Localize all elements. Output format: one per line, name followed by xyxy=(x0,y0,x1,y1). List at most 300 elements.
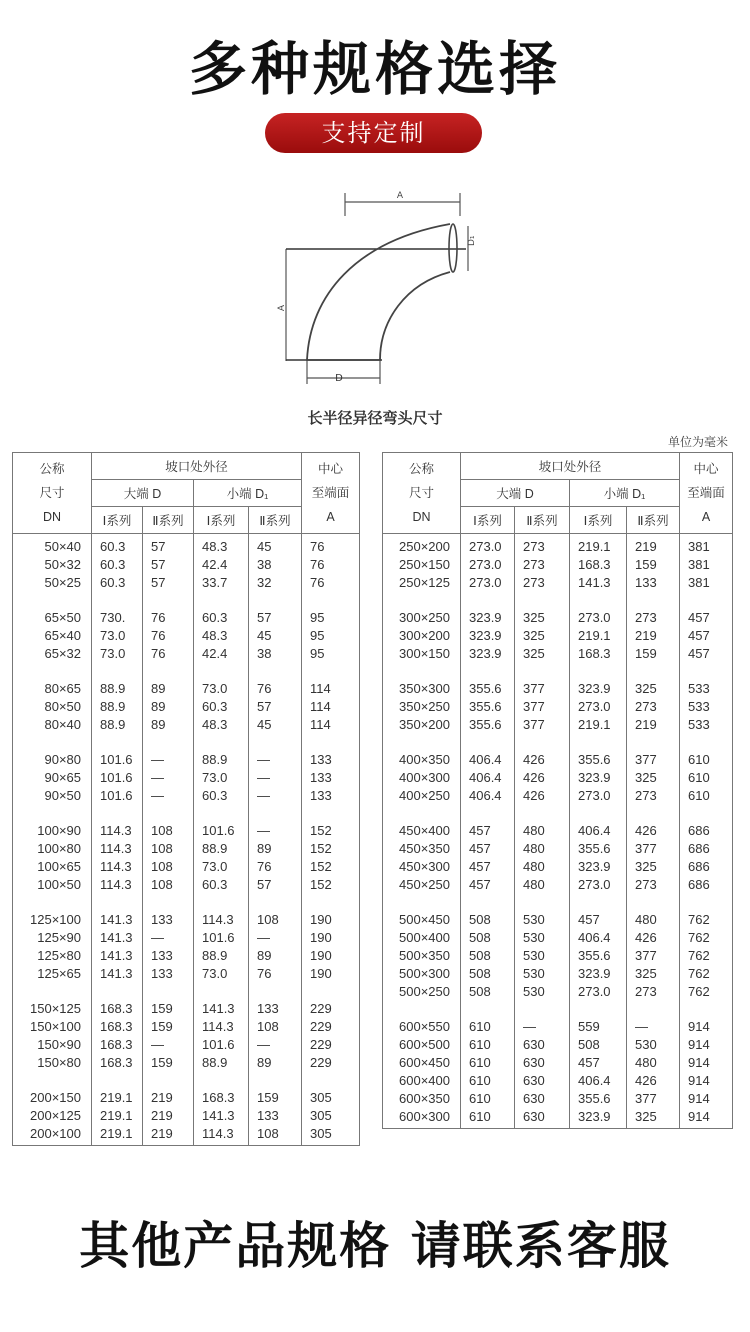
center-to-end: 305 xyxy=(302,1107,360,1125)
table-row xyxy=(383,627,733,645)
spacer-cell xyxy=(194,983,249,1000)
big-end-series-1: 88.9 xyxy=(92,680,143,698)
spacer-cell xyxy=(92,1072,143,1089)
center-to-end: 533 xyxy=(680,698,733,716)
small-end-series-2: 108 xyxy=(249,911,302,929)
small-end-series-1: 73.0 xyxy=(194,680,249,698)
group-spacer xyxy=(13,663,360,680)
header-center-line2: 至端面 xyxy=(311,486,350,500)
center-to-end: 190 xyxy=(302,929,360,947)
spacer-cell xyxy=(627,1001,680,1018)
big-end-series-2: 480 xyxy=(515,858,570,876)
spacer-cell xyxy=(302,663,360,680)
header-big-end: 大端 D xyxy=(92,480,194,507)
group-spacer xyxy=(383,805,733,822)
center-to-end: 762 xyxy=(680,983,733,1001)
table-row xyxy=(13,911,360,929)
small-end-series-2: 273 xyxy=(627,787,680,805)
dn-cell: 450×300 xyxy=(383,858,461,876)
big-end-series-2: — xyxy=(143,769,194,787)
dn-cell: 90×50 xyxy=(13,787,92,805)
group-spacer xyxy=(383,1001,733,1018)
small-end-series-2: 377 xyxy=(627,840,680,858)
small-end-series-1: 273.0 xyxy=(570,983,627,1001)
header-group: 坡口处外径 xyxy=(461,453,680,480)
small-end-series-2: 133 xyxy=(249,1107,302,1125)
big-end-series-1: 88.9 xyxy=(92,716,143,734)
spacer-cell xyxy=(461,1001,515,1018)
big-end-series-1: 60.3 xyxy=(92,556,143,574)
dn-cell: 400×250 xyxy=(383,787,461,805)
table-row xyxy=(383,929,733,947)
big-end-series-2: 108 xyxy=(143,822,194,840)
big-end-series-2: 480 xyxy=(515,840,570,858)
center-to-end: 133 xyxy=(302,751,360,769)
dn-cell: 100×65 xyxy=(13,858,92,876)
spacer-cell xyxy=(515,734,570,751)
spacer-cell xyxy=(13,1072,92,1089)
dn-cell: 150×80 xyxy=(13,1054,92,1072)
big-end-series-1: 457 xyxy=(461,858,515,876)
big-end-series-1: 406.4 xyxy=(461,751,515,769)
elbow-diagram xyxy=(277,186,480,386)
dn-cell: 100×50 xyxy=(13,876,92,894)
group-spacer xyxy=(13,734,360,751)
big-end-series-1: 101.6 xyxy=(92,751,143,769)
big-end-series-1: 273.0 xyxy=(461,534,515,557)
small-end-series-1: 273.0 xyxy=(570,698,627,716)
table-row xyxy=(383,858,733,876)
small-end-series-2: — xyxy=(249,769,302,787)
big-end-series-2: 630 xyxy=(515,1036,570,1054)
spacer-cell xyxy=(627,663,680,680)
table-row xyxy=(13,627,360,645)
table-row xyxy=(13,716,360,734)
group-spacer xyxy=(383,894,733,911)
spacer-cell xyxy=(515,805,570,822)
big-end-series-2: 57 xyxy=(143,556,194,574)
header-center-line2: 至端面 xyxy=(687,486,725,500)
table-row xyxy=(13,840,360,858)
table-row xyxy=(383,698,733,716)
table-row xyxy=(13,1000,360,1018)
center-to-end: 76 xyxy=(302,574,360,592)
small-end-series-2: 76 xyxy=(249,680,302,698)
small-end-series-2: 377 xyxy=(627,947,680,965)
small-end-series-2: 45 xyxy=(249,534,302,557)
dn-cell: 125×80 xyxy=(13,947,92,965)
big-end-series-1: 457 xyxy=(461,822,515,840)
table-row xyxy=(13,965,360,983)
diagram-caption: 长半径异径弯头尺寸 xyxy=(307,409,443,427)
spacer-cell xyxy=(383,894,461,911)
big-end-series-1: 323.9 xyxy=(461,645,515,663)
small-end-series-1: 457 xyxy=(570,1054,627,1072)
small-end-series-1: 60.3 xyxy=(194,787,249,805)
small-end-series-1: 114.3 xyxy=(194,911,249,929)
big-end-series-2: 89 xyxy=(143,680,194,698)
spacer-cell xyxy=(302,983,360,1000)
small-end-series-2: 76 xyxy=(249,965,302,983)
table-row xyxy=(383,1108,733,1129)
dn-cell: 450×350 xyxy=(383,840,461,858)
small-end-series-1: 48.3 xyxy=(194,534,249,557)
center-to-end: 76 xyxy=(302,556,360,574)
big-end-series-2: — xyxy=(143,751,194,769)
big-end-series-2: 133 xyxy=(143,965,194,983)
center-to-end: 762 xyxy=(680,929,733,947)
spacer-cell xyxy=(249,1072,302,1089)
big-end-series-2: 76 xyxy=(143,609,194,627)
center-to-end: 686 xyxy=(680,822,733,840)
small-end-series-2: 426 xyxy=(627,822,680,840)
spacer-cell xyxy=(383,805,461,822)
table-row xyxy=(383,965,733,983)
table-row xyxy=(383,574,733,592)
header-center-line1: 中心 xyxy=(693,462,719,476)
big-end-series-2: 108 xyxy=(143,858,194,876)
big-end-series-2: — xyxy=(143,787,194,805)
table-row xyxy=(13,698,360,716)
big-end-series-2: 76 xyxy=(143,627,194,645)
spacer-cell xyxy=(13,592,92,609)
big-end-series-2: 480 xyxy=(515,876,570,894)
big-end-series-1: 168.3 xyxy=(92,1054,143,1072)
big-end-series-1: 406.4 xyxy=(461,787,515,805)
center-to-end: 686 xyxy=(680,876,733,894)
spacer-cell xyxy=(461,663,515,680)
unit-note: 单位为毫米 xyxy=(667,435,728,449)
big-end-series-1: 141.3 xyxy=(92,947,143,965)
spec-rows-left xyxy=(13,534,360,1146)
spacer-cell xyxy=(627,592,680,609)
header-series-1: Ⅰ系列 xyxy=(194,507,249,534)
big-end-series-1: 101.6 xyxy=(92,769,143,787)
big-end-series-2: 426 xyxy=(515,751,570,769)
spacer-cell xyxy=(461,592,515,609)
small-end-series-1: 42.4 xyxy=(194,645,249,663)
customization-badge: 支持定制 xyxy=(265,113,482,153)
group-spacer xyxy=(13,894,360,911)
spacer-cell xyxy=(461,734,515,751)
dn-cell: 400×350 xyxy=(383,751,461,769)
spacer-cell xyxy=(249,734,302,751)
big-end-series-1: 60.3 xyxy=(92,534,143,557)
header-center-line3: A xyxy=(701,510,711,524)
group-spacer xyxy=(13,1072,360,1089)
big-end-series-2: 108 xyxy=(143,876,194,894)
big-end-series-1: 219.1 xyxy=(92,1125,143,1146)
center-to-end: 914 xyxy=(680,1108,733,1129)
small-end-series-1: 355.6 xyxy=(570,1090,627,1108)
small-end-series-1: 219.1 xyxy=(570,716,627,734)
table-row xyxy=(13,1125,360,1146)
small-end-series-1: 101.6 xyxy=(194,1036,249,1054)
big-end-series-2: 630 xyxy=(515,1108,570,1129)
center-to-end: 133 xyxy=(302,769,360,787)
diagram-label-a-top: A xyxy=(396,191,404,201)
big-end-series-1: 610 xyxy=(461,1018,515,1036)
center-to-end: 610 xyxy=(680,787,733,805)
center-to-end: 229 xyxy=(302,1000,360,1018)
small-end-series-1: 323.9 xyxy=(570,965,627,983)
big-end-series-1: 508 xyxy=(461,983,515,1001)
spacer-cell xyxy=(570,592,627,609)
small-end-series-2: 57 xyxy=(249,609,302,627)
spacer-cell xyxy=(383,1001,461,1018)
table-row xyxy=(383,1018,733,1036)
small-end-series-1: 88.9 xyxy=(194,751,249,769)
table-row xyxy=(13,769,360,787)
small-end-series-1: 273.0 xyxy=(570,876,627,894)
small-end-series-1: 48.3 xyxy=(194,716,249,734)
spacer-cell xyxy=(143,663,194,680)
header-series-2: Ⅱ系列 xyxy=(627,507,680,534)
header-dn-line2: 尺寸 xyxy=(39,486,65,500)
dn-cell: 200×100 xyxy=(13,1125,92,1146)
big-end-series-1: 355.6 xyxy=(461,716,515,734)
small-end-series-1: 323.9 xyxy=(570,858,627,876)
center-to-end: 381 xyxy=(680,534,733,557)
table-row xyxy=(383,1036,733,1054)
table-row xyxy=(383,556,733,574)
dn-cell: 100×80 xyxy=(13,840,92,858)
small-end-series-1: 559 xyxy=(570,1018,627,1036)
table-row xyxy=(13,680,360,698)
small-end-series-1: 73.0 xyxy=(194,769,249,787)
spacer-cell xyxy=(302,734,360,751)
center-to-end: 133 xyxy=(302,787,360,805)
dn-cell: 65×40 xyxy=(13,627,92,645)
spacer-cell xyxy=(627,734,680,751)
small-end-series-2: — xyxy=(249,751,302,769)
big-end-series-1: 168.3 xyxy=(92,1000,143,1018)
footer-contact-note: 其他产品规格 请联系客服 xyxy=(79,1217,671,1275)
dn-cell: 90×65 xyxy=(13,769,92,787)
spacer-cell xyxy=(92,592,143,609)
dn-cell: 350×250 xyxy=(383,698,461,716)
small-end-series-2: 108 xyxy=(249,1125,302,1146)
small-end-series-2: 273 xyxy=(627,983,680,1001)
spacer-cell xyxy=(461,805,515,822)
header-series-1: Ⅰ系列 xyxy=(570,507,627,534)
spacer-cell xyxy=(680,734,733,751)
table-row xyxy=(383,751,733,769)
small-end-series-2: 38 xyxy=(249,645,302,663)
header-series-1: Ⅰ系列 xyxy=(92,507,143,534)
small-end-series-2: 219 xyxy=(627,627,680,645)
center-to-end: 95 xyxy=(302,627,360,645)
small-end-series-2: 273 xyxy=(627,876,680,894)
small-end-series-2: 45 xyxy=(249,627,302,645)
spacer-cell xyxy=(13,734,92,751)
table-row xyxy=(383,609,733,627)
small-end-series-1: 101.6 xyxy=(194,929,249,947)
small-end-series-1: 273.0 xyxy=(570,787,627,805)
small-end-series-2: 325 xyxy=(627,680,680,698)
small-end-series-2: 159 xyxy=(627,556,680,574)
small-end-series-2: 530 xyxy=(627,1036,680,1054)
spacer-cell xyxy=(570,734,627,751)
dn-cell: 500×350 xyxy=(383,947,461,965)
small-end-series-1: 88.9 xyxy=(194,947,249,965)
small-end-series-2: — xyxy=(249,929,302,947)
center-to-end: 114 xyxy=(302,698,360,716)
big-end-series-2: 377 xyxy=(515,716,570,734)
big-end-series-1: 610 xyxy=(461,1090,515,1108)
big-end-series-2: 377 xyxy=(515,698,570,716)
small-end-series-1: 323.9 xyxy=(570,769,627,787)
dn-cell: 150×100 xyxy=(13,1018,92,1036)
big-end-series-2: 630 xyxy=(515,1090,570,1108)
small-end-series-2: — xyxy=(249,787,302,805)
dn-cell: 200×125 xyxy=(13,1107,92,1125)
big-end-series-1: 114.3 xyxy=(92,840,143,858)
small-end-series-1: 141.3 xyxy=(194,1000,249,1018)
big-end-series-2: 325 xyxy=(515,627,570,645)
dn-cell: 80×65 xyxy=(13,680,92,698)
center-to-end: 762 xyxy=(680,911,733,929)
dn-cell: 50×32 xyxy=(13,556,92,574)
small-end-series-2: 325 xyxy=(627,1108,680,1129)
big-end-series-2: 133 xyxy=(143,947,194,965)
spacer-cell xyxy=(383,592,461,609)
table-row xyxy=(13,1089,360,1107)
small-end-series-1: 273.0 xyxy=(570,609,627,627)
dn-cell: 250×200 xyxy=(383,534,461,557)
center-to-end: 914 xyxy=(680,1090,733,1108)
small-end-series-1: 141.3 xyxy=(570,574,627,592)
center-to-end: 114 xyxy=(302,680,360,698)
table-row xyxy=(383,822,733,840)
big-end-series-1: 355.6 xyxy=(461,698,515,716)
spacer-cell xyxy=(383,734,461,751)
group-spacer xyxy=(383,592,733,609)
header-center-line3: A xyxy=(326,510,335,524)
center-to-end: 76 xyxy=(302,534,360,557)
table-row xyxy=(383,680,733,698)
small-end-series-2: 159 xyxy=(249,1089,302,1107)
group-spacer xyxy=(383,663,733,680)
table-row xyxy=(383,787,733,805)
dn-cell: 150×125 xyxy=(13,1000,92,1018)
table-row xyxy=(13,787,360,805)
spec-table-right xyxy=(382,452,733,1129)
center-to-end: 152 xyxy=(302,858,360,876)
big-end-series-2: 159 xyxy=(143,1018,194,1036)
table-row xyxy=(383,840,733,858)
spacer-cell xyxy=(143,1072,194,1089)
big-end-series-1: 610 xyxy=(461,1054,515,1072)
spacer-cell xyxy=(13,663,92,680)
spacer-cell xyxy=(680,894,733,911)
header-big-end: 大端 D xyxy=(461,480,570,507)
small-end-series-2: — xyxy=(249,822,302,840)
big-end-series-2: 530 xyxy=(515,983,570,1001)
big-end-series-2: 219 xyxy=(143,1107,194,1125)
small-end-series-2: 57 xyxy=(249,876,302,894)
spacer-cell xyxy=(13,805,92,822)
spacer-cell xyxy=(383,663,461,680)
big-end-series-2: 377 xyxy=(515,680,570,698)
big-end-series-2: 57 xyxy=(143,574,194,592)
table-row xyxy=(13,822,360,840)
small-end-series-1: 33.7 xyxy=(194,574,249,592)
center-to-end: 305 xyxy=(302,1125,360,1146)
spacer-cell xyxy=(92,805,143,822)
big-end-series-1: 219.1 xyxy=(92,1107,143,1125)
big-end-series-2: 159 xyxy=(143,1054,194,1072)
header-dn-line3: DN xyxy=(42,510,62,524)
table-row xyxy=(13,1054,360,1072)
big-end-series-1: 508 xyxy=(461,965,515,983)
spacer-cell xyxy=(680,1001,733,1018)
center-to-end: 152 xyxy=(302,822,360,840)
header-group: 坡口处外径 xyxy=(92,453,302,480)
small-end-series-2: 480 xyxy=(627,911,680,929)
spacer-cell xyxy=(92,894,143,911)
dn-cell: 450×250 xyxy=(383,876,461,894)
small-end-series-2: 377 xyxy=(627,751,680,769)
big-end-series-2: — xyxy=(515,1018,570,1036)
big-end-series-1: 323.9 xyxy=(461,609,515,627)
table-row xyxy=(13,751,360,769)
big-end-series-2: — xyxy=(143,1036,194,1054)
table-row xyxy=(13,534,360,557)
header-center-line1: 中心 xyxy=(318,462,344,476)
center-to-end: 152 xyxy=(302,876,360,894)
dn-cell: 200×150 xyxy=(13,1089,92,1107)
center-to-end: 762 xyxy=(680,965,733,983)
big-end-series-2: 133 xyxy=(143,911,194,929)
small-end-series-2: — xyxy=(627,1018,680,1036)
big-end-series-2: 325 xyxy=(515,609,570,627)
spacer-cell xyxy=(143,983,194,1000)
big-end-series-1: 219.1 xyxy=(92,1089,143,1107)
small-end-series-2: 426 xyxy=(627,1072,680,1090)
group-spacer xyxy=(13,805,360,822)
big-end-series-1: 610 xyxy=(461,1036,515,1054)
big-end-series-1: 168.3 xyxy=(92,1036,143,1054)
dn-cell: 500×300 xyxy=(383,965,461,983)
small-end-series-1: 355.6 xyxy=(570,840,627,858)
table-row xyxy=(383,645,733,663)
table-row xyxy=(13,929,360,947)
dn-cell: 65×50 xyxy=(13,609,92,627)
small-end-series-1: 141.3 xyxy=(194,1107,249,1125)
spacer-cell xyxy=(13,983,92,1000)
spacer-cell xyxy=(627,894,680,911)
spacer-cell xyxy=(570,1001,627,1018)
big-end-series-2: 530 xyxy=(515,965,570,983)
small-end-series-2: 377 xyxy=(627,1090,680,1108)
spacer-cell xyxy=(680,663,733,680)
table-row xyxy=(383,876,733,894)
big-end-series-1: 610 xyxy=(461,1072,515,1090)
big-end-series-1: 730. xyxy=(92,609,143,627)
big-end-series-2: 219 xyxy=(143,1089,194,1107)
small-end-series-2: 108 xyxy=(249,1018,302,1036)
spacer-cell xyxy=(515,592,570,609)
dn-cell: 300×150 xyxy=(383,645,461,663)
center-to-end: 190 xyxy=(302,911,360,929)
table-row xyxy=(13,1036,360,1054)
dn-cell: 600×550 xyxy=(383,1018,461,1036)
spacer-cell xyxy=(302,1072,360,1089)
diagram-label-d1: D₁ xyxy=(467,235,477,246)
big-end-series-1: 273.0 xyxy=(461,556,515,574)
big-end-series-1: 114.3 xyxy=(92,822,143,840)
